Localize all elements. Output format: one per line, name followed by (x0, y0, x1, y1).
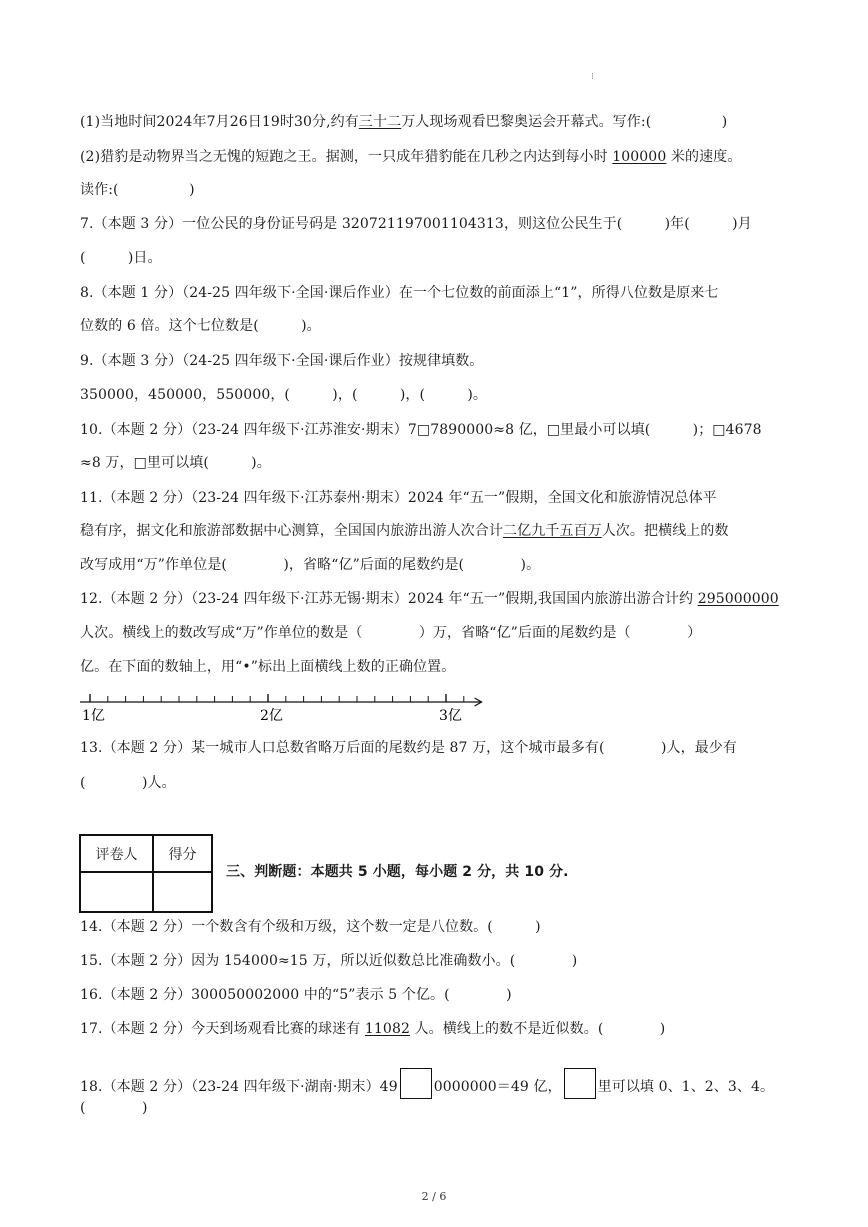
score-cell[interactable] (153, 872, 212, 912)
q8-line-2: 位数的 6 倍。这个七位数是( )。 (80, 318, 321, 334)
underlined-number: 三十二 (358, 114, 402, 130)
q13-line-2: ( )人。 (80, 775, 176, 791)
header-mark: ⁝ (591, 72, 594, 82)
q12-line-3: 亿。在下面的数轴上，用“•”标出上面横线上数的正确位置。 (80, 659, 456, 675)
blank-box[interactable] (564, 1068, 596, 1099)
q12-line-2: 人次。横线上的数改写成“万”作单位的数是（ ）万，省略“亿”后面的尾数约是（ ） (80, 625, 702, 641)
q9-line-1: 9.（本题 3 分）（24-25 四年级下·全国·课后作业）按规律填数。 (80, 353, 484, 369)
q12-line-1: 12.（本题 2 分）（23-24 四年级下·江苏无锡·期末）2024 年“五一”假期,我国国内旅游出游合计约 295000000 (80, 591, 779, 607)
q7-line-1: 7.（本题 3 分）一位公民的身份证号码是 320721197001104313，则这位公民生于( )年( )月 (80, 216, 752, 232)
number-line-ticks (80, 694, 482, 706)
q18-line-1: 18.（本题 2 分）（23-24 四年级下·湖南·期末）49 0000000＝49 亿， 里可以填 0、1、2、3、4。 (80, 1068, 774, 1099)
q15: 15.（本题 2 分）因为 154000≈15 万，所以近似数总比准确数小。( ) (80, 953, 578, 969)
q9-line-2: 350000，450000，550000，( )，( )，( )。 (80, 387, 488, 403)
q6-line-2: (2)猎豹是动物界当之无愧的短跑之王。据测，一只成年猎豹能在几秒之内达到每小时 100000 米的速度。 (80, 149, 742, 165)
q6-line-3: 读作:( ) (80, 182, 195, 198)
axis-label-2: 2亿 (260, 708, 283, 724)
grader-header: 评卷人 (80, 835, 153, 872)
underlined-number: 295000000 (697, 591, 779, 607)
q16: 16.（本题 2 分）300050002000 中的“5”表示 5 个亿。( ) (80, 987, 512, 1003)
grader-cell[interactable] (80, 872, 153, 912)
q6-line-1: (1)当地时间2024年7月26日19时30分,约有三十二万人现场观看巴黎奥运会开幕式。写作:( ) (80, 114, 728, 130)
underlined-number: 二亿九千五百万 (503, 523, 602, 539)
axis-label-3: 3亿 (439, 708, 462, 724)
score-header: 得分 (153, 835, 212, 872)
q18-line-2: ( ) (80, 1100, 148, 1116)
blank-box[interactable] (400, 1068, 432, 1099)
page-number: 2 / 6 (421, 1190, 447, 1203)
q11-line-1: 11.（本题 2 分）（23-24 四年级下·江苏泰州·期末）2024 年“五一”假期，全国文化和旅游情况总体平 (80, 490, 717, 506)
q10-line-2: ≈8 万，□里可以填( )。 (80, 455, 271, 471)
axis-label-1: 1亿 (82, 708, 105, 724)
grader-table (79, 834, 213, 913)
underlined-number: 11082 (364, 1021, 410, 1037)
q7-line-2: ( )日。 (80, 250, 162, 266)
q17: 17.（本题 2 分）今天到场观看比赛的球迷有 11082 人。横线上的数不是近似数。( ) (80, 1021, 666, 1037)
q10-line-1: 10.（本题 2 分）（23-24 四年级下·江苏淮安·期末）7□7890000≈8 亿，□里最小可以填( )；□4678 (80, 422, 762, 438)
q8-line-1: 8.（本题 1 分）（24-25 四年级下·全国·课后作业）在一个七位数的前面添上“1”，所得八位数是原来七 (80, 285, 719, 301)
underlined-number: 100000 (612, 149, 667, 165)
q13-line-1: 13.（本题 2 分）某一城市人口总数省略万后面的尾数约是 87 万，这个城市最多有( )人，最少有 (80, 740, 738, 756)
number-line (76, 684, 486, 726)
q14: 14.（本题 2 分）一个数含有个级和万级，这个数一定是八位数。( ) (80, 919, 541, 935)
q11-line-3: 改写成用“万”作单位是( )，省略“亿”后面的尾数约是( )。 (80, 557, 541, 573)
q11-line-2: 稳有序，据文化和旅游部数据中心测算，全国国内旅游出游人次合计二亿九千五百万人次。把横线上的数 (80, 523, 729, 539)
section-title: 三、判断题：本题共 5 小题，每小题 2 分，共 10 分. (226, 864, 569, 880)
